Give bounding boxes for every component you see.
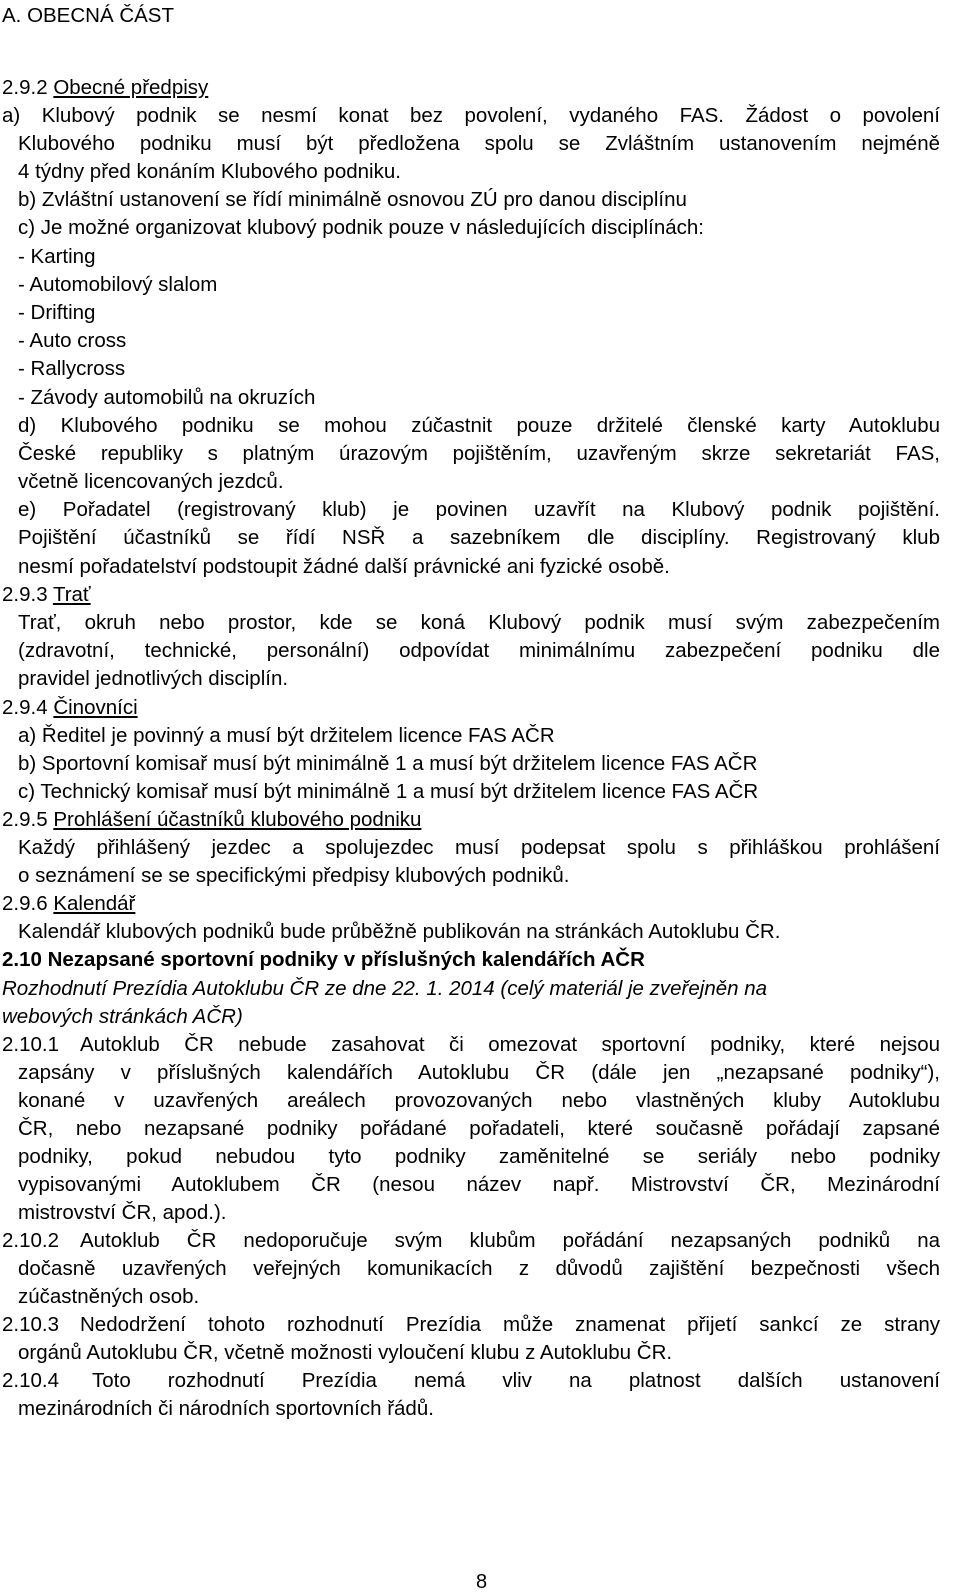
paragraph-line: mistrovství ČR, apod.). — [18, 1201, 227, 1224]
paragraph-line: b) Zvláštní ustanovení se řídí minimálně osnovou ZÚ pro danou disciplínu — [18, 188, 687, 211]
paragraph-line: c) Je možné organizovat klubový podnik pouze v následujících disciplínách: — [18, 216, 704, 239]
item-number: 2.10.3 — [2, 1313, 59, 1336]
section-heading-2-9-6 — [2, 894, 135, 915]
paragraph-line: a) Klubový podnik se nesmí konat bez povolení, vydaného FAS. Žádost o povolení — [2, 104, 940, 127]
paragraph-line: Toto rozhodnutí Prezídia nemá vliv na platnost dalších ustanovení — [92, 1369, 940, 1392]
list-item: - Karting — [18, 245, 96, 268]
paragraph-line: včetně licencovaných jezdců. — [18, 470, 284, 493]
paragraph-line: pravidel jednotlivých disciplín. — [18, 667, 289, 690]
paragraph-line: Trať, okruh nebo prostor, kde se koná Klubový podnik musí svým zabezpečením — [18, 611, 940, 634]
paragraph-line: České republiky s platným úrazovým pojištěním, uzavřeným skrze sekretariát FAS, — [18, 442, 940, 465]
paragraph-line: b) Sportovní komisař musí být minimálně 1 a musí být držitelem licence FAS AČR — [18, 752, 758, 775]
paragraph-line: c) Technický komisař musí být minimálně 1 a musí být držitelem licence FAS AČR — [18, 780, 759, 803]
paragraph-line: Autoklub ČR nebude zasahovat či omezovat sportovní podniky, které nejsou — [80, 1033, 940, 1056]
section-number: 2.9.2 — [2, 76, 48, 99]
section-heading-2-10: 2.10 Nezapsané sportovní podniky v příslušných kalendářích AČR — [2, 948, 645, 971]
paragraph-line: a) Ředitel je povinný a musí být držitelem licence FAS AČR — [18, 724, 555, 747]
paragraph-line: 4 týdny před konáním Klubového podniku. — [18, 160, 401, 183]
paragraph-line: ČR, nebo nezapsané podniky pořádané pořadateli, které současně pořádají zapsané — [18, 1117, 940, 1140]
paragraph-line: orgánů Autoklubu ČR, včetně možnosti vyloučení klubu z Autoklubu ČR. — [18, 1341, 673, 1364]
paragraph-line: dočasně uzavřených veřejných komunikacích z důvodů zajištění bezpečnosti všech — [18, 1257, 940, 1280]
paragraph-line: vypisovanými Autoklubem ČR (nesou název např. Mistrovství ČR, Mezinárodní — [18, 1173, 940, 1196]
item-number: 2.10.1 — [2, 1033, 59, 1056]
section-heading-2-9-4 — [2, 698, 138, 719]
item-number: 2.10.4 — [2, 1369, 59, 1392]
paragraph-line: Nedodržení tohoto rozhodnutí Prezídia může znamenat přijetí sankcí ze strany — [80, 1313, 940, 1336]
section-number: 2.9.6 — [2, 892, 48, 915]
list-item: - Drifting — [18, 301, 96, 324]
section-title: Prohlášení účastníků klubového podniku — [53, 808, 422, 831]
section-number: 2.9.5 — [2, 808, 48, 831]
list-item: - Auto cross — [18, 329, 127, 352]
paragraph-line: Pojištění účastníků se řídí NSŘ a sazebníkem dle disciplíny. Registrovaný klub — [18, 526, 940, 549]
list-item: - Závody automobilů na okruzích — [18, 386, 316, 409]
section-heading-2-9-3 — [2, 585, 91, 606]
section-heading-2-9-5 — [2, 810, 421, 831]
paragraph-line: Autoklub ČR nedoporučuje svým klubům pořádání nezapsaných podniků na — [80, 1229, 940, 1252]
item-number: 2.10.2 — [2, 1229, 59, 1252]
section-title: Činovníci — [53, 696, 138, 719]
paragraph-line: Kalendář klubových podniků bude průběžně publikován na stránkách Autoklubu ČR. — [18, 920, 781, 943]
section-title: Trať — [52, 583, 91, 606]
paragraph-line: Každý přihlášený jezdec a spolujezdec musí podepsat spolu s přihláškou prohlášení — [18, 836, 940, 859]
paragraph-line: nesmí pořadatelství podstoupit žádné další právnické ani fyzické osobě. — [18, 555, 670, 578]
section-title: Obecné předpisy — [53, 76, 209, 99]
paragraph-line: zúčastněných osob. — [18, 1285, 200, 1308]
paragraph-line: o seznámení se se specifickými předpisy klubových podniků. — [18, 864, 570, 887]
section-title: Kalendář — [53, 892, 136, 915]
section-number: 2.9.4 — [2, 696, 48, 719]
paragraph-line: (zdravotní, technické, personální) odpovídat minimálnímu zabezpečení podniku dle — [18, 639, 940, 662]
paragraph-line: Klubového podniku musí být předložena spolu se Zvláštním ustanovením nejméně — [18, 132, 940, 155]
list-item: - Rallycross — [18, 357, 126, 380]
section-number: 2.9.3 — [2, 583, 48, 606]
paragraph-line: mezinárodních či národních sportovních řádů. — [18, 1397, 434, 1420]
chapter-header: A. OBECNÁ ČÁST — [2, 4, 175, 27]
subtitle-line: webových stránkách AČR) — [2, 1005, 243, 1028]
page-number: 8 — [476, 1571, 488, 1593]
paragraph-line: podniky, pokud nebudou tyto podniky zaměnitelné se seriály nebo podniky — [18, 1145, 940, 1168]
paragraph-line: zapsány v příslušných kalendářích Autoklubu ČR (dále jen „nezapsané podniky“), — [18, 1061, 940, 1084]
subtitle-line: Rozhodnutí Prezídia Autoklubu ČR ze dne 22. 1. 2014 (celý materiál je zveřejněn na — [2, 977, 768, 1000]
list-item: - Automobilový slalom — [18, 273, 218, 296]
paragraph-line: e) Pořadatel (registrovaný klub) je povinen uzavřít na Klubový podnik pojištění. — [18, 498, 940, 521]
section-heading-2-9-2 — [2, 78, 208, 99]
paragraph-line: d) Klubového podniku se mohou zúčastnit pouze držitelé členské karty Autoklubu — [18, 414, 940, 437]
paragraph-line: konané v uzavřených areálech provozovaných nebo vlastněných kluby Autoklubu — [18, 1089, 940, 1112]
